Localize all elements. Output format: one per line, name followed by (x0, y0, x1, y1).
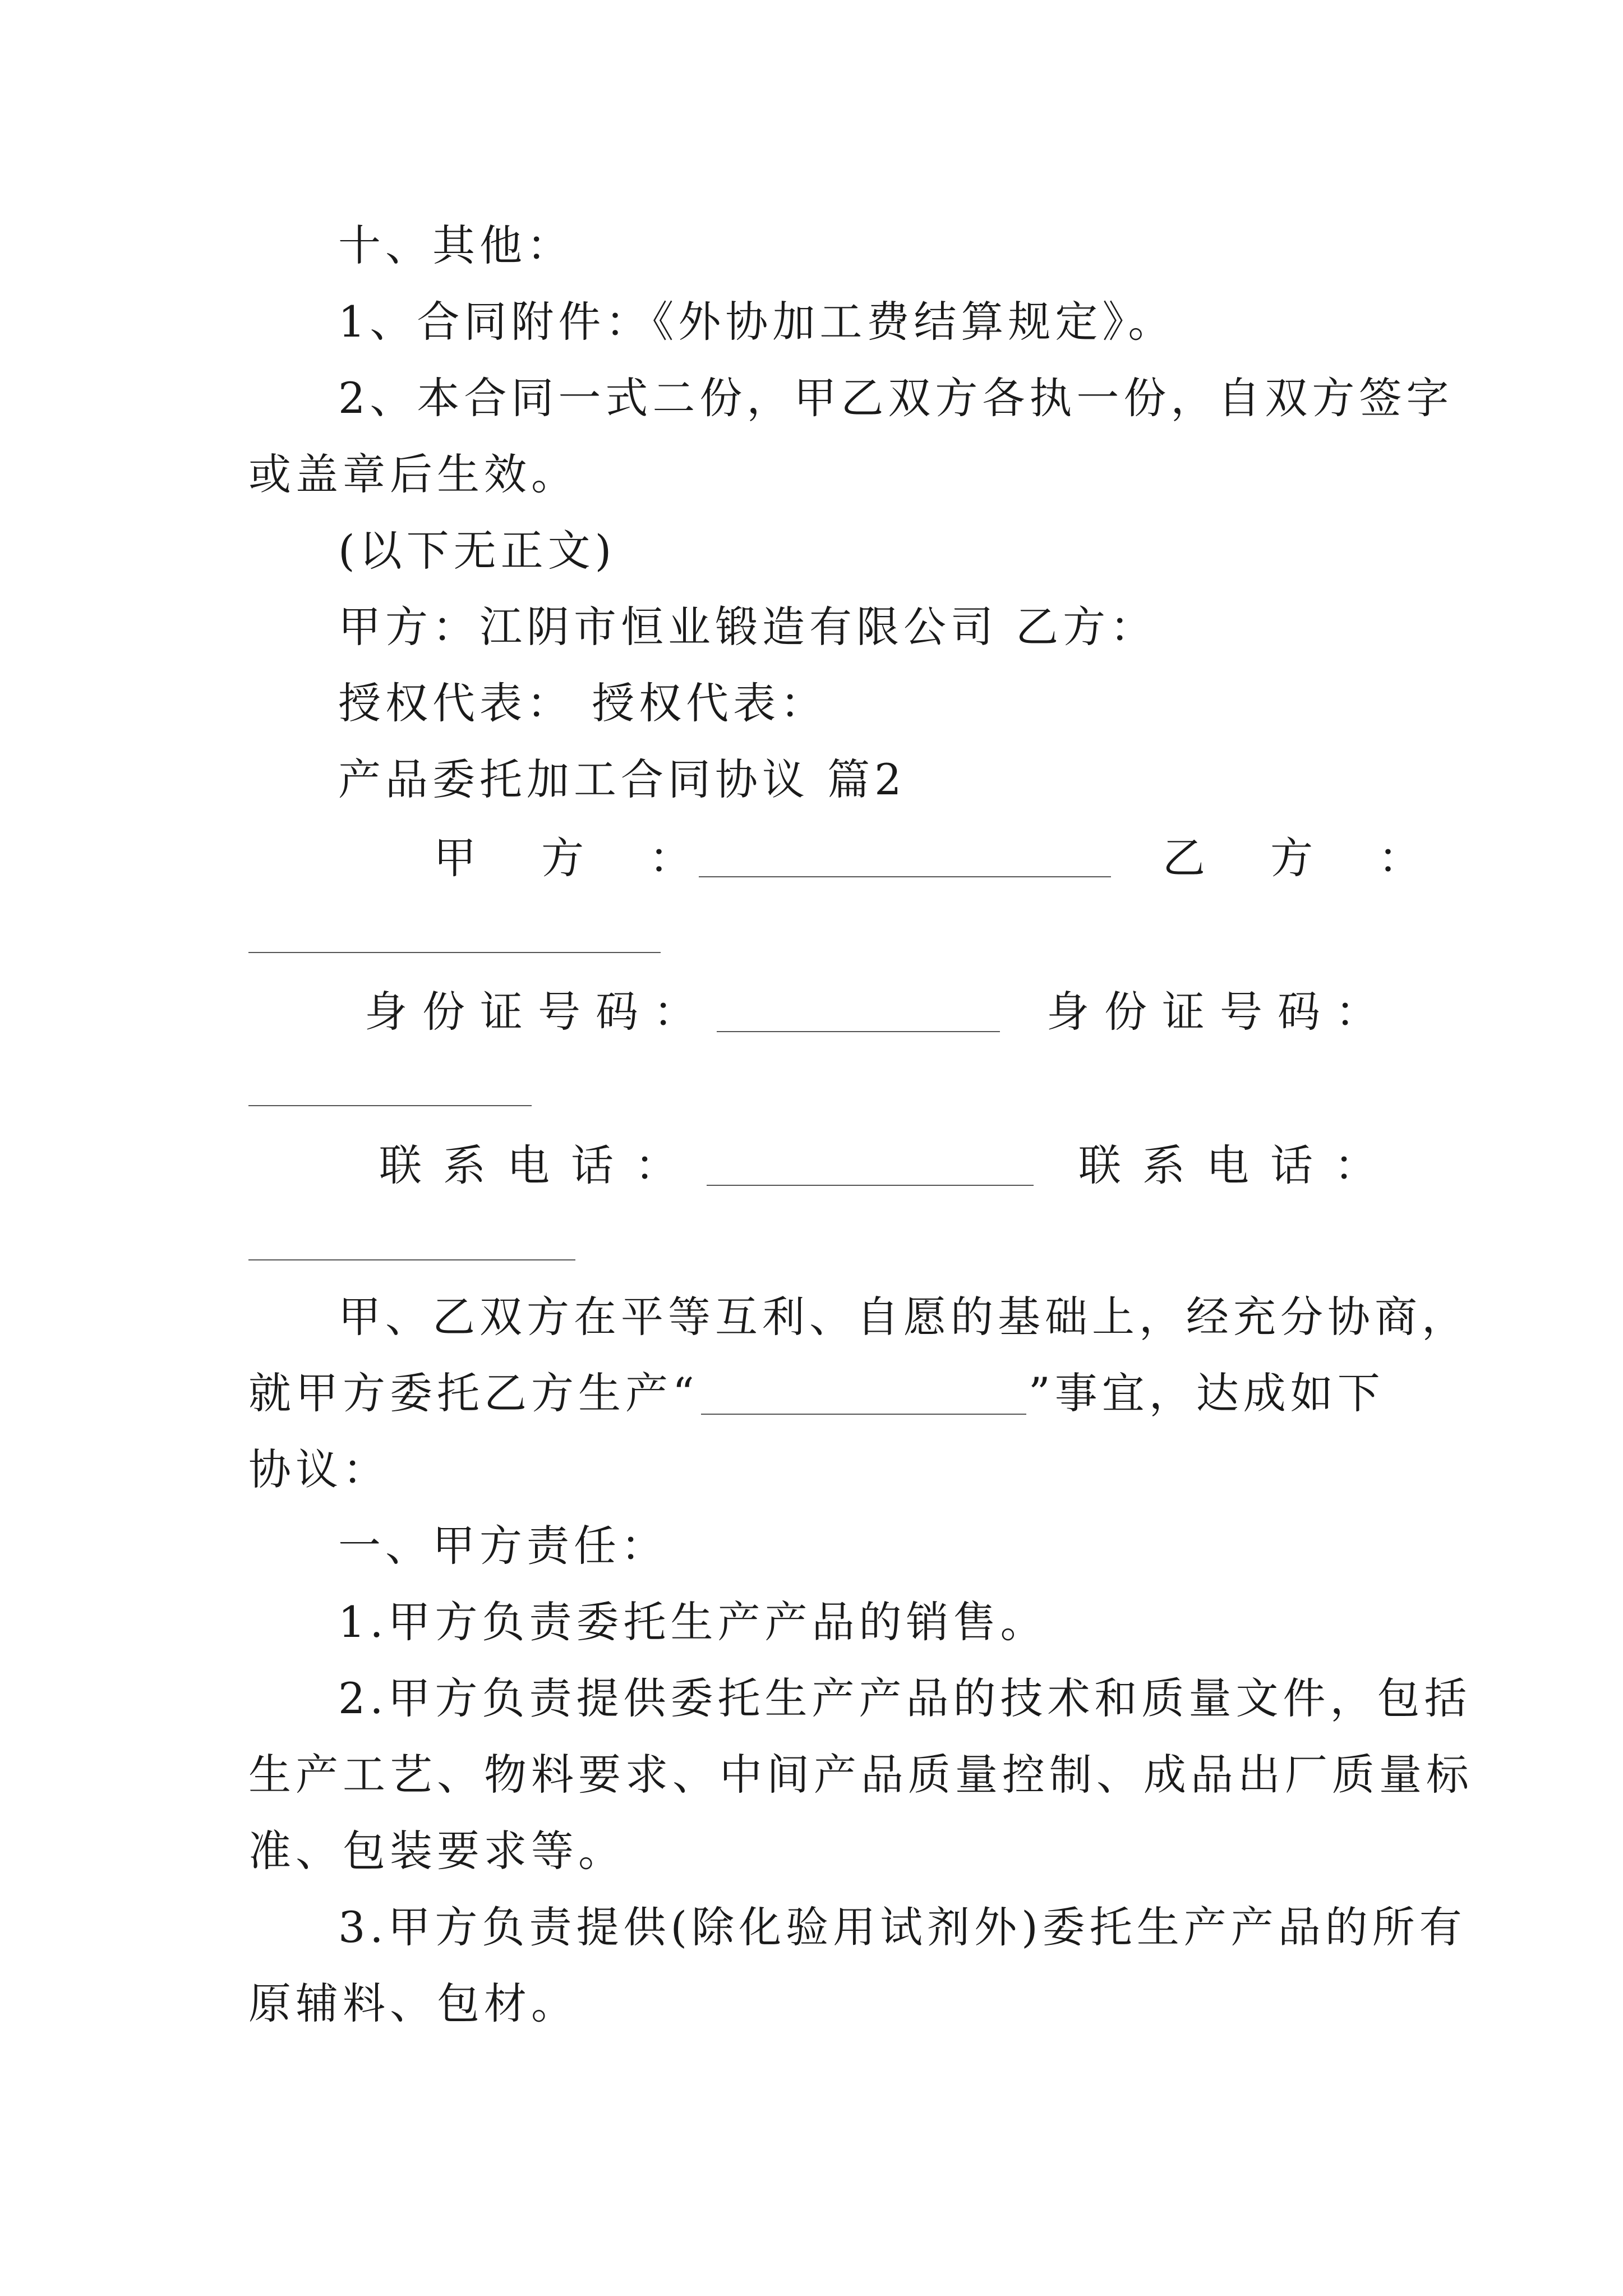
phone-a-blank[interactable] (707, 1185, 1034, 1186)
signature-representatives: 授权代表： 授权代表： (338, 678, 828, 728)
s1-item2-line2: 生产工艺、物料要求、中间产品质量控制、成品出厂质量标 (248, 1750, 1473, 1800)
phone-b-blank[interactable] (248, 1259, 575, 1260)
signature-parties: 甲方：江阴市恒业锻造有限公司 乙方： (338, 602, 1158, 652)
clause-copies-line1: 2、本合同一式二份，甲乙双方各执一份，自双方签字 (338, 373, 1454, 423)
contract-title: 产品委托加工合同协议 篇2 (338, 754, 906, 804)
id-a-blank[interactable] (717, 1031, 1000, 1032)
s1-item2-line1: 2.甲方负责提供委托生产产品的技术和质量文件，包括 (338, 1673, 1472, 1723)
phone-label-b: 联系电话： (1078, 1140, 1398, 1190)
intro-line2-pre: 就甲方委托乙方生产“ (248, 1368, 699, 1418)
product-name-blank[interactable] (701, 1374, 1026, 1415)
id-field-row (248, 987, 1393, 1047)
party-field-row (248, 833, 1447, 893)
party-a-label: 甲 方 ： (434, 833, 718, 883)
intro-line2-post: ”事宜，达成如下 (1028, 1368, 1385, 1418)
intro-line1: 甲、乙双方在平等互利、自愿的基础上，经充分协商， (338, 1292, 1469, 1342)
s1-item3-line2: 原辅料、包材。 (248, 1978, 578, 2028)
s1-item1: 1.甲方负责委托生产产品的销售。 (338, 1597, 1048, 1647)
intro-line2 (248, 1368, 1385, 1418)
section-heading-other: 十、其他： (338, 220, 574, 270)
id-label-b: 身份证号码： (1046, 987, 1393, 1037)
party-a-blank[interactable] (699, 876, 1111, 877)
s1-item3-line1: 3.甲方负责提供(除化验用试剂外)委托生产产品的所有 (338, 1902, 1467, 1952)
section-heading-party-a: 一、甲方责任： (338, 1521, 668, 1571)
intro-line3: 协议： (248, 1444, 390, 1494)
party-b-blank[interactable] (248, 952, 661, 953)
phone-field-row (248, 1140, 1398, 1200)
no-further-text: (以下无正文) (338, 526, 616, 576)
id-label-a: 身份证号码： (365, 987, 711, 1037)
s1-item2-line3: 准、包装要求等。 (248, 1826, 625, 1876)
phone-label-a: 联系电话： (379, 1140, 699, 1190)
id-b-blank[interactable] (248, 1105, 532, 1106)
clause-attachment: 1、合同附件：《外协加工费结算规定》。 (338, 297, 1175, 347)
party-b-label: 乙 方 ： (1163, 833, 1447, 883)
clause-copies-line2: 或盖章后生效。 (248, 449, 578, 499)
